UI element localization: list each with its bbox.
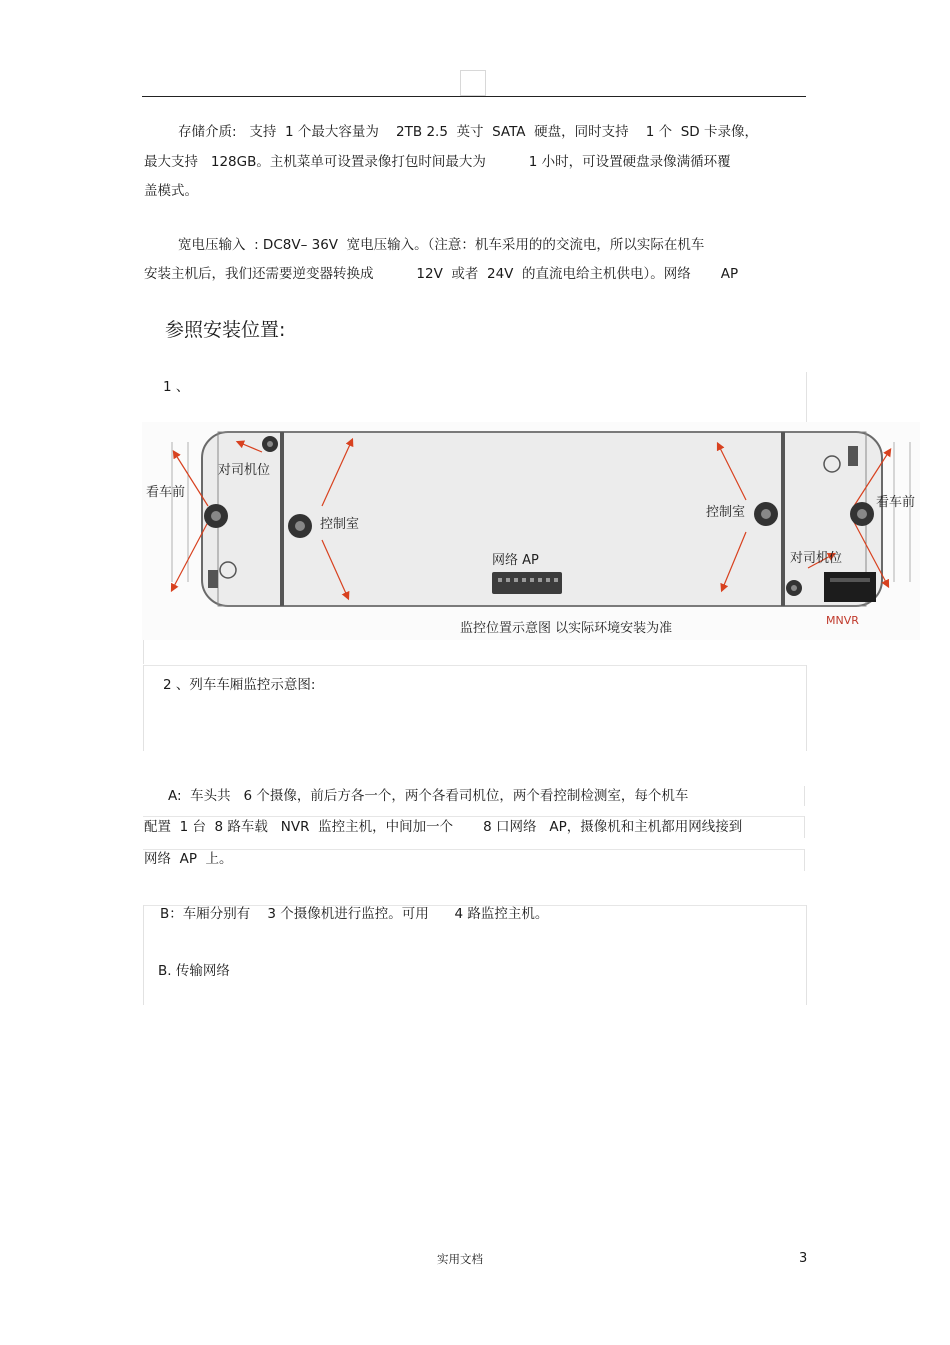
label-mnvr: MNVR [826, 614, 859, 627]
dome-camera-icon [262, 436, 278, 452]
dome-camera-icon [754, 502, 778, 526]
network-switch-icon [492, 572, 562, 594]
frame-line [806, 665, 807, 751]
item2-label: 2 、列车车厢监控示意图: [163, 677, 316, 693]
sub-heading: B. 传输网络 [158, 963, 230, 979]
para1-line1: 存储介质: 支持 1 个最大容量为 2TB 2.5 英寸 SATA 硬盘，同时支持 1 个 SD 卡录像， [178, 124, 758, 140]
diagram-caption: 监控位置示意图 以实际环境安装为准 [460, 621, 673, 636]
frame-line [143, 665, 144, 751]
footer-label: 实用文档 [437, 1252, 483, 1266]
frame-line [804, 816, 805, 838]
label-driver-right: 对司机位 [790, 551, 843, 566]
label-driver-left: 对司机位 [218, 463, 271, 478]
frame-line [804, 849, 805, 871]
header-rule [142, 96, 806, 97]
label-control-right: 控制室 [706, 505, 746, 520]
para2-line2: 安装主机后，我们还需要逆变器转换成 12V 或者 24V 的直流电给主机供电）。网络 AP [144, 266, 739, 282]
dome-camera-icon [786, 580, 802, 596]
section-heading: 参照安装位置: [165, 319, 286, 341]
header-box [460, 70, 486, 96]
paraA-line3: 网络 AP 上。 [144, 851, 233, 867]
label-front-left: 看车前 [146, 485, 186, 500]
train-monitoring-diagram [142, 422, 920, 640]
frame-line [806, 905, 807, 1005]
para1-line2: 最大支持 128GB。主机菜单可设置录像打包时间最大为 1 小时，可设置硬盘录像满循环覆 [144, 154, 731, 170]
dome-camera-icon [204, 504, 228, 528]
paraA-line1: A: 车头共 6 个摄像，前后方各一个，两个各看司机位，两个看控制检测室，每个机车 [168, 788, 689, 804]
mnvr-icon [824, 572, 876, 602]
label-control-left: 控制室 [320, 517, 360, 532]
label-front-right: 看车前 [876, 495, 916, 510]
item1-label: 1 、 [163, 379, 190, 395]
dome-camera-icon [850, 502, 874, 526]
dome-camera-icon [288, 514, 312, 538]
frame-line [143, 665, 807, 666]
para1-line3: 盖模式。 [144, 183, 198, 199]
frame-line [143, 905, 144, 1005]
paraA-line2: 配置 1 台 8 路车载 NVR 监控主机，中间加一个 8 口网络 AP，摄像机和主机都用网线接到 [144, 819, 743, 835]
frame-line [143, 640, 144, 664]
frame-line [806, 372, 807, 422]
frame-line [143, 849, 805, 850]
para2-line1: 宽电压输入 : DC8V– 36V 宽电压输入。（注意：机车采用的的交流电，所以实际在机车 [178, 237, 705, 253]
label-network-ap: 网络 AP [492, 553, 539, 568]
frame-line [804, 786, 805, 806]
paraB-line1: B：车厢分别有 3 个摄像机进行监控。可用 4 路监控主机。 [160, 906, 549, 922]
page-number: 3 [799, 1251, 808, 1266]
